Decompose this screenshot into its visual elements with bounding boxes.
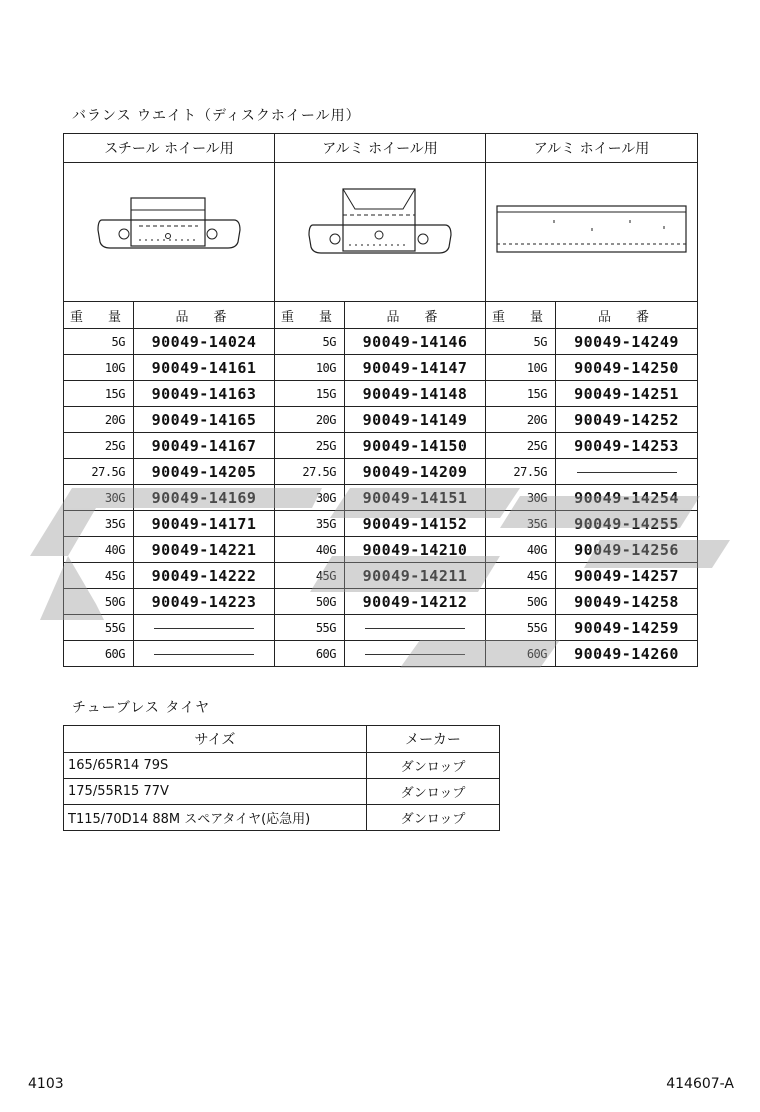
table-row [64, 355, 698, 381]
unavailable-dash [134, 641, 275, 667]
maker-col-header: メーカー [367, 726, 500, 753]
table-row [64, 511, 698, 537]
weight-cell: 20G [486, 407, 556, 433]
weight-cell: 5G [486, 329, 556, 355]
unavailable-dash [556, 459, 698, 485]
weight-cell: 30G [486, 485, 556, 511]
weight-cell: 15G [486, 381, 556, 407]
part-number-cell: 90049-14163 [134, 381, 275, 407]
weight-cell: 25G [486, 433, 556, 459]
tire-size-cell: T115/70D14 88M スペアタイヤ(応急用) [64, 805, 367, 831]
part-number-cell: 90049-14161 [134, 355, 275, 381]
table-row [64, 537, 698, 563]
part-number-cell: 90049-14212 [345, 589, 486, 615]
part-number-cell: 90049-14169 [134, 485, 275, 511]
weight-cell: 50G [275, 589, 345, 615]
part-number-cell: 90049-14148 [345, 381, 486, 407]
weight-cell: 50G [486, 589, 556, 615]
part-number-cell: 90049-14250 [556, 355, 698, 381]
weight-cell: 45G [64, 563, 134, 589]
dash-line [365, 628, 465, 629]
part-number-cell: 90049-14171 [134, 511, 275, 537]
tire-table [63, 725, 500, 831]
table-row [64, 563, 698, 589]
table-row [64, 407, 698, 433]
part-number-cell: 90049-14024 [134, 329, 275, 355]
alloy-wheel-header-2: アルミ ホイール用 [486, 134, 698, 163]
dash-line [154, 654, 254, 655]
table-row [64, 779, 500, 805]
weight-cell: 15G [64, 381, 134, 407]
part-number-cell: 90049-14152 [345, 511, 486, 537]
weights-section-title: バランス ウエイト（ディスクホイール用） [72, 108, 361, 124]
table-row [64, 485, 698, 511]
part-number-cell: 90049-14249 [556, 329, 698, 355]
weight-col-header: 重 量 [486, 302, 556, 329]
weight-cell: 40G [64, 537, 134, 563]
dash-line [154, 628, 254, 629]
balance-weight-table [63, 133, 698, 667]
part-col-header: 品 番 [556, 302, 698, 329]
table-row [64, 381, 698, 407]
weight-cell: 27.5G [275, 459, 345, 485]
table-row [64, 805, 500, 831]
part-number-cell: 90049-14211 [345, 563, 486, 589]
page-number: 4103 [28, 1076, 64, 1092]
part-number-cell: 90049-14259 [556, 615, 698, 641]
weight-col-header: 重 量 [64, 302, 134, 329]
alloy-weight-illustration [275, 163, 486, 302]
weight-cell: 50G [64, 589, 134, 615]
part-number-cell: 90049-14151 [345, 485, 486, 511]
table-row [64, 641, 698, 667]
weight-col-header: 重 量 [275, 302, 345, 329]
weight-cell: 55G [64, 615, 134, 641]
unavailable-dash [345, 641, 486, 667]
weight-cell: 20G [64, 407, 134, 433]
alloy-clip-weight-icon [305, 185, 455, 275]
weight-cell: 40G [486, 537, 556, 563]
weight-cell: 40G [275, 537, 345, 563]
weight-cell: 55G [275, 615, 345, 641]
part-number-cell: 90049-14223 [134, 589, 275, 615]
weight-cell: 30G [64, 485, 134, 511]
doc-code: 414607-A [666, 1076, 734, 1092]
weight-cell: 15G [275, 381, 345, 407]
weight-cell: 30G [275, 485, 345, 511]
weight-cell: 10G [64, 355, 134, 381]
weight-cell: 55G [486, 615, 556, 641]
weight-cell: 45G [486, 563, 556, 589]
table-row [64, 433, 698, 459]
maker-cell: ダンロップ [367, 753, 500, 779]
part-number-cell: 90049-14257 [556, 563, 698, 589]
weight-cell: 45G [275, 563, 345, 589]
part-number-cell: 90049-14165 [134, 407, 275, 433]
part-number-cell: 90049-14254 [556, 485, 698, 511]
weight-cell: 25G [275, 433, 345, 459]
part-number-cell: 90049-14146 [345, 329, 486, 355]
table-row [64, 615, 698, 641]
table-row [64, 329, 698, 355]
part-number-cell: 90049-14209 [345, 459, 486, 485]
dash-line [577, 472, 677, 473]
part-number-cell: 90049-14147 [345, 355, 486, 381]
part-number-cell: 90049-14221 [134, 537, 275, 563]
weight-cell: 20G [275, 407, 345, 433]
weight-cell: 60G [64, 641, 134, 667]
weight-cell: 5G [275, 329, 345, 355]
part-number-cell: 90049-14167 [134, 433, 275, 459]
weight-cell: 35G [486, 511, 556, 537]
part-col-header: 品 番 [134, 302, 275, 329]
part-number-cell: 90049-14251 [556, 381, 698, 407]
part-number-cell: 90049-14253 [556, 433, 698, 459]
weight-cell: 27.5G [64, 459, 134, 485]
weight-cell: 27.5G [486, 459, 556, 485]
part-number-cell: 90049-14222 [134, 563, 275, 589]
table-row [64, 753, 500, 779]
table-row [64, 589, 698, 615]
steel-clip-weight-icon [94, 190, 244, 270]
part-number-cell: 90049-14255 [556, 511, 698, 537]
part-number-cell: 90049-14150 [345, 433, 486, 459]
part-number-cell: 90049-14256 [556, 537, 698, 563]
part-number-cell: 90049-14260 [556, 641, 698, 667]
part-number-cell: 90049-14252 [556, 407, 698, 433]
tires-section-title: チューブレス タイヤ [72, 700, 211, 716]
maker-cell: ダンロップ [367, 779, 500, 805]
weight-cell: 35G [275, 511, 345, 537]
weight-cell: 60G [486, 641, 556, 667]
adhesive-weight-illustration [486, 163, 698, 302]
table-row [64, 459, 698, 485]
part-number-cell: 90049-14210 [345, 537, 486, 563]
tire-size-cell: 165/65R14 79S [64, 753, 367, 779]
dash-line [365, 654, 465, 655]
weight-cell: 10G [275, 355, 345, 381]
part-number-cell: 90049-14149 [345, 407, 486, 433]
weight-cell: 60G [275, 641, 345, 667]
adhesive-weight-icon [494, 200, 690, 260]
maker-cell: ダンロップ [367, 805, 500, 831]
weight-cell: 5G [64, 329, 134, 355]
tire-size-cell: 175/55R15 77V [64, 779, 367, 805]
weight-cell: 10G [486, 355, 556, 381]
weight-cell: 35G [64, 511, 134, 537]
unavailable-dash [345, 615, 486, 641]
alloy-wheel-header-1: アルミ ホイール用 [275, 134, 486, 163]
size-col-header: サイズ [64, 726, 367, 753]
part-number-cell: 90049-14205 [134, 459, 275, 485]
part-number-cell: 90049-14258 [556, 589, 698, 615]
steel-weight-illustration [64, 163, 275, 302]
steel-wheel-header: スチール ホイール用 [64, 134, 275, 163]
unavailable-dash [134, 615, 275, 641]
weight-cell: 25G [64, 433, 134, 459]
part-col-header: 品 番 [345, 302, 486, 329]
